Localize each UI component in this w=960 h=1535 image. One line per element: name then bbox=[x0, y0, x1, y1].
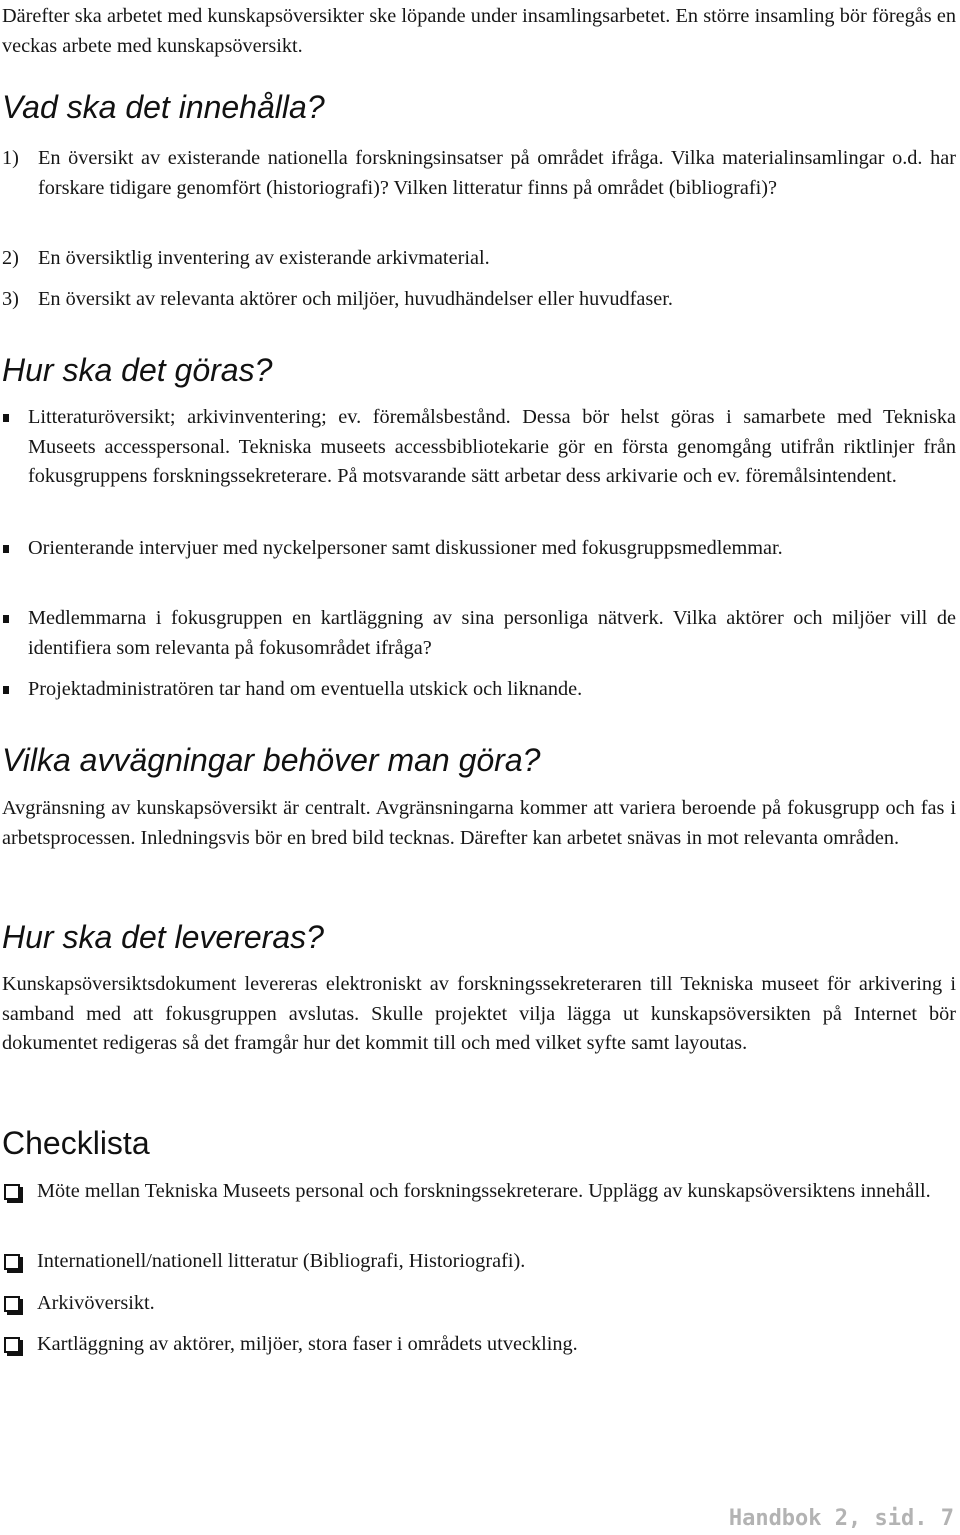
heading-checklist: Checklista bbox=[2, 1125, 150, 1161]
item-number: 3) bbox=[2, 288, 19, 310]
list-item bbox=[2, 144, 956, 203]
bullet-text: Litteraturöversikt; arkivinventering; ev. föremålsbestånd. Dessa bör helst göras i samarbete med Tekniska Museets accesspersonal. Tekniska museets accessbibliotekarie gör en första genomgång utifrån riktlinjer från fokusgruppens forskningssekreterare. På motsvarande sätt arbetar dess arkivarie och ev. föremålsintendent. bbox=[28, 406, 956, 487]
checkbox-icon bbox=[0, 1330, 37, 1360]
checklist-text: Kartläggning av aktörer, miljöer, stora faser i områdets utveckling. bbox=[37, 1333, 578, 1355]
heading-contents: Vad ska det innehålla? bbox=[2, 89, 325, 125]
item-number: 1) bbox=[2, 147, 19, 169]
checklist-item bbox=[0, 1330, 956, 1360]
bullet-item bbox=[0, 534, 956, 564]
bullet-marker-icon bbox=[0, 534, 28, 564]
list-item bbox=[2, 285, 956, 315]
list-item bbox=[2, 244, 956, 274]
intro-paragraph: Därefter ska arbetet med kunskapsöversikter ske löpande under insamlingsarbetet. En större insamling bör föregås en veckas arbete med kunskapsöversikt. bbox=[2, 5, 956, 57]
item-text: En översikt av relevanta aktörer och miljöer, huvudhändelser eller huvudfaser. bbox=[38, 288, 673, 310]
bullet-item bbox=[0, 403, 956, 492]
checklist-text: Arkivöversikt. bbox=[37, 1292, 155, 1314]
checklist-item bbox=[0, 1177, 956, 1207]
checklist-text: Internationell/nationell litteratur (Bibliografi, Historiografi). bbox=[37, 1250, 526, 1272]
checklist-item bbox=[0, 1247, 956, 1277]
delivery-paragraph: Kunskapsöversiktsdokument levereras elektroniskt av forskningssekreteraren till Tekniska museet för arkivering i samband med att fokusgruppen avslutas. Skulle projektet vilja lägga ut kunskapsöversikten på Internet bör dokumentet redigeras så det framgår hur det kommit till och med vilket syfte samt layoutas. bbox=[2, 973, 956, 1054]
bullet-text: Orienterande intervjuer med nyckelpersoner samt diskussioner med fokusgruppsmedlemmar. bbox=[28, 537, 783, 559]
bullet-item bbox=[0, 675, 956, 705]
checkbox-icon bbox=[0, 1247, 37, 1277]
checkbox-icon bbox=[0, 1177, 37, 1207]
bullet-marker-icon bbox=[0, 604, 28, 663]
item-text: En översiktlig inventering av existerande arkivmaterial. bbox=[38, 247, 490, 269]
page-footer: Handbok 2, sid. 7 bbox=[728, 1506, 954, 1531]
bullet-marker-icon bbox=[0, 403, 28, 492]
contents-list bbox=[2, 144, 956, 203]
bullet-text: Medlemmarna i fokusgruppen en kartläggning av sina personliga nätverk. Vilka aktörer och miljöer vill de identifiera som relevanta på fokusområdet ifråga? bbox=[28, 607, 956, 659]
bullet-marker-icon bbox=[0, 675, 28, 705]
tradeoffs-paragraph: Avgränsning av kunskapsöversikt är centralt. Avgränsningarna kommer att variera beroende på fokusgrupp och fas i arbetsprocessen. Inledningsvis bör en bred bild tecknas. Därefter kan arbetet snävas in mot relevanta områden. bbox=[2, 797, 956, 849]
bullet-text: Projektadministratören tar hand om eventuella utskick och liknande. bbox=[28, 678, 583, 700]
checkbox-icon bbox=[0, 1289, 37, 1319]
heading-tradeoffs: Vilka avvägningar behöver man göra? bbox=[2, 742, 541, 778]
item-text: En översikt av existerande nationella forskningsinsatser på området ifråga. Vilka materialinsamlingar o.d. har forskare tidigare genomfört (historiografi)? Vilken litteratur finns på området (bibliografi)? bbox=[38, 147, 956, 199]
checklist-item bbox=[0, 1289, 956, 1319]
item-number: 2) bbox=[2, 247, 19, 269]
bullet-item bbox=[0, 604, 956, 663]
heading-method: Hur ska det göras? bbox=[2, 352, 273, 388]
heading-delivery: Hur ska det levereras? bbox=[2, 919, 324, 955]
checklist-text: Möte mellan Tekniska Museets personal och forskningssekreterare. Upplägg av kunskapsöversiktens innehåll. bbox=[37, 1180, 931, 1202]
